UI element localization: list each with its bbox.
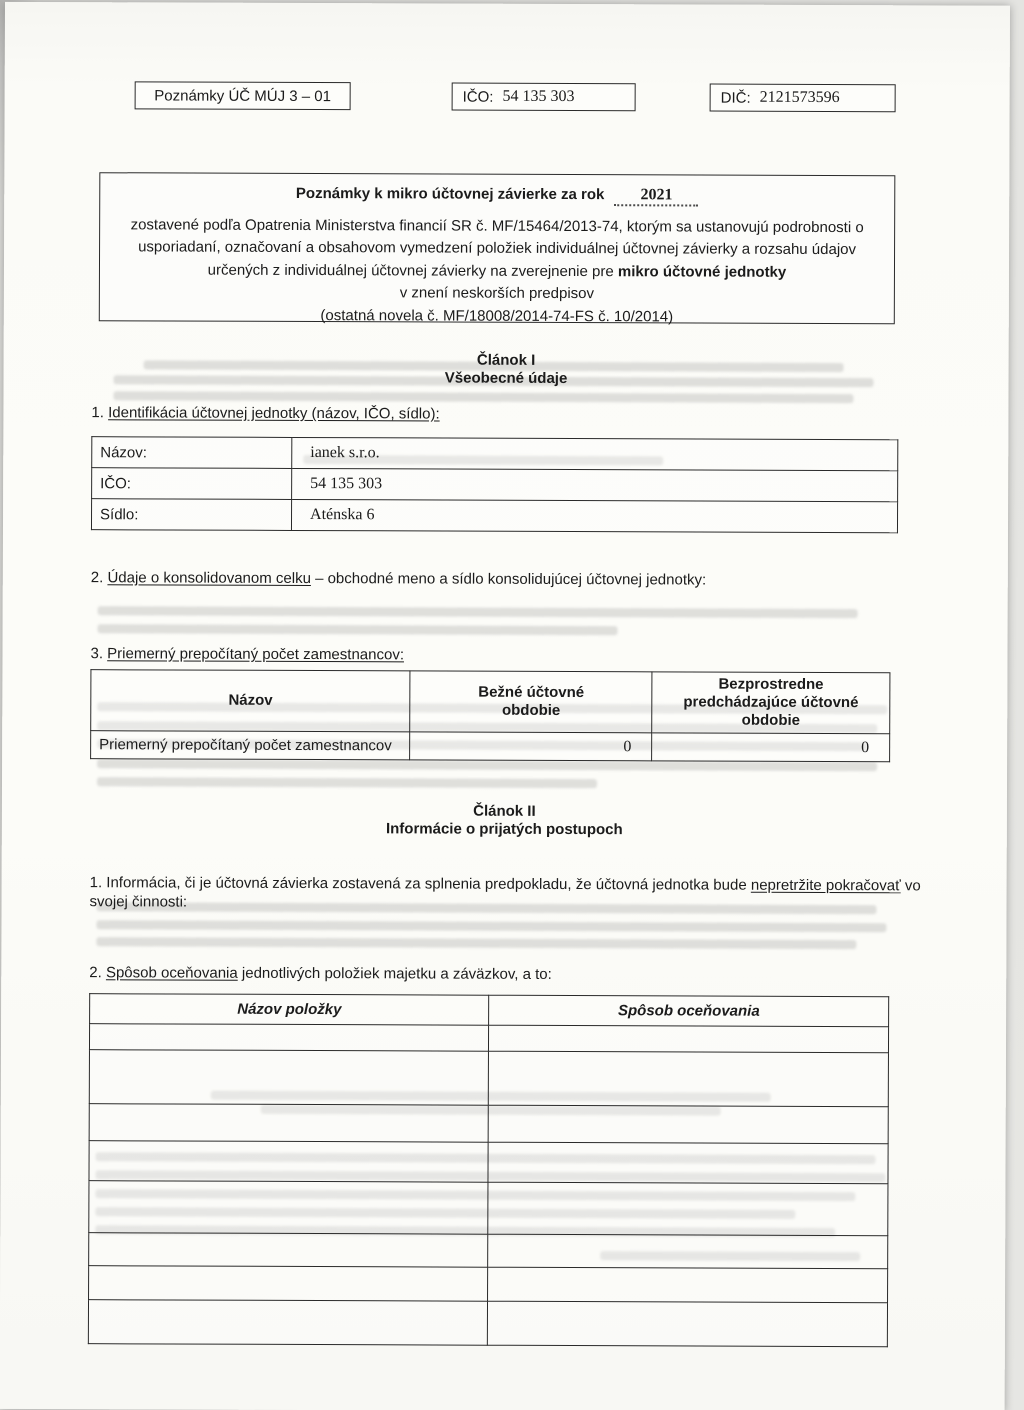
table-row (89, 1181, 888, 1236)
para1-underlined: nepretržite pokračovať (750, 876, 901, 895)
empty-cell (89, 1233, 489, 1268)
article2-heading: Článok II (473, 802, 536, 820)
id-row-value-nazov: ianek s.r.o. (292, 437, 898, 470)
table-row (89, 1104, 888, 1144)
para2-underlined: Spôsob oceňovania (105, 964, 238, 982)
empty-cell (89, 1104, 489, 1143)
empty-cell (489, 1105, 889, 1144)
section2-label (91, 568, 936, 590)
table-header-row (90, 994, 889, 1027)
form-code-label: Poznámky ÚČ MÚJ 3 – 01 (154, 86, 332, 105)
title-body (114, 214, 880, 329)
table-row (89, 1266, 888, 1303)
table-row (91, 731, 890, 762)
emp-col-header-nazov: Názov (91, 670, 411, 732)
table-row (89, 1024, 888, 1053)
section1-label (91, 403, 439, 423)
empty-cell (89, 1266, 489, 1302)
bleedthrough-artifact (96, 920, 886, 932)
empty-cell (489, 1051, 889, 1107)
article1-heading-block (4, 350, 1009, 390)
document-page (0, 2, 1010, 1410)
empty-cell (489, 1025, 889, 1053)
article2-heading-block (2, 801, 1007, 841)
dic-box (710, 84, 896, 113)
bleedthrough-artifact (97, 777, 597, 788)
id-row-value-ico: 54 135 303 (292, 468, 898, 501)
identification-table (91, 436, 898, 533)
emp-col-header-current-period: Bežné účtovné obdobie (410, 671, 652, 733)
empty-cell (89, 1181, 489, 1235)
id-row-label-nazov: Názov: (92, 437, 292, 469)
table-row (92, 437, 898, 471)
ico-box (452, 83, 636, 112)
article2-subheading: Informácie o prijatých postupoch (385, 820, 623, 839)
employees-table (90, 669, 890, 762)
empty-cell (89, 1050, 489, 1106)
table-header-row (91, 670, 890, 734)
table-row (89, 1233, 888, 1269)
title-text: Poznámky k mikro účtovnej závierke za rok (295, 184, 605, 204)
bleedthrough-artifact (96, 937, 856, 949)
table-row (91, 499, 897, 533)
valuation-col-header-method: Spôsob oceňovania (489, 995, 889, 1027)
title-body-bold: mikro účtovné jednotky (617, 262, 787, 281)
section1-number: 1. (91, 404, 104, 422)
form-code-box (135, 81, 351, 110)
empty-cell (89, 1024, 489, 1052)
empty-cell (89, 1141, 489, 1183)
document-title (114, 182, 880, 207)
emp-previous-value: 0 (652, 733, 890, 762)
dic-label: DIČ: (720, 89, 751, 107)
id-row-label-sidlo: Sídlo: (91, 499, 291, 531)
empty-cell (488, 1301, 888, 1347)
article2-paragraph2 (89, 963, 934, 985)
para1-text: Informácia, či je účtovná závierka zostavená za splnenia predpokladu, že účtovná jednotka bude (106, 874, 747, 894)
empty-cell (488, 1142, 888, 1184)
table-row (88, 1300, 887, 1347)
id-row-value-sidlo: Aténska 6 (291, 499, 897, 532)
valuation-col-header-item: Názov položky (90, 994, 490, 1026)
section2-number: 2. (90, 569, 104, 587)
section2-underlined: Údaje o konsolidovanom celku (107, 569, 311, 588)
title-body-text: zostavené podľa Opatrenia Ministerstva financií SR č. MF/15464/2013-74, ktorým sa ustanovujú podrobnosti o usporiadaní, označovaní a obsahovom vymedzení položiek individuálnej účtovnej závierky a rozsahu údajov určených z individuálnej účtovnej závierky na zverejnenie pre (130, 215, 864, 280)
empty-cell (488, 1267, 888, 1303)
empty-cell (488, 1234, 888, 1269)
article2-paragraph1 (90, 873, 935, 914)
emp-current-value: 0 (410, 732, 652, 761)
empty-cell (88, 1300, 488, 1346)
title-body-line3: (ostatná novela č. MF/18008/2014-74-FS č. 10/2014) (320, 306, 674, 325)
year-value: 2021 (640, 186, 673, 204)
section3-label (90, 644, 404, 664)
empty-cell (488, 1182, 888, 1236)
section3-text: Priemerný prepočítaný počet zamestnancov: (107, 645, 405, 664)
section1-text: Identifikácia účtovnej jednotky (názov, IČO, sídlo): (108, 404, 440, 423)
section3-number: 3. (90, 645, 104, 663)
bleedthrough-artifact (98, 606, 858, 618)
title-body-line2: v znení neskorších predpisov (399, 284, 595, 303)
bleedthrough-artifact (98, 624, 618, 635)
table-row (89, 1141, 888, 1184)
bleedthrough-artifact (113, 391, 853, 403)
valuation-table (88, 993, 889, 1347)
id-row-label-ico: IČO: (92, 468, 292, 500)
para2-rest: jednotlivých položiek majetku a záväzkov, a to: (241, 964, 552, 983)
table-row (89, 1050, 888, 1107)
section2-rest: – obchodné meno a sídlo konsolidujúcej účtovnej jednotky: (315, 570, 707, 589)
para1-number: 1. (89, 874, 103, 892)
year-dotted-line (615, 186, 699, 206)
para2-number: 2. (89, 964, 102, 982)
dic-value: 2121573596 (759, 88, 840, 107)
title-box (99, 172, 896, 324)
emp-col-header-previous-period: Bezprostredne predchádzajúce účtovné obdobie (652, 672, 890, 734)
emp-row-label: Priemerný prepočítaný počet zamestnancov (91, 731, 411, 760)
para1-suffix: vo svojej činnosti: (89, 877, 921, 911)
article1-heading: Článok I (476, 351, 536, 369)
article1-subheading: Všeobecné údaje (444, 369, 568, 388)
table-row (92, 468, 898, 502)
ico-value: 54 135 303 (502, 87, 575, 106)
ico-label: IČO: (462, 88, 494, 106)
